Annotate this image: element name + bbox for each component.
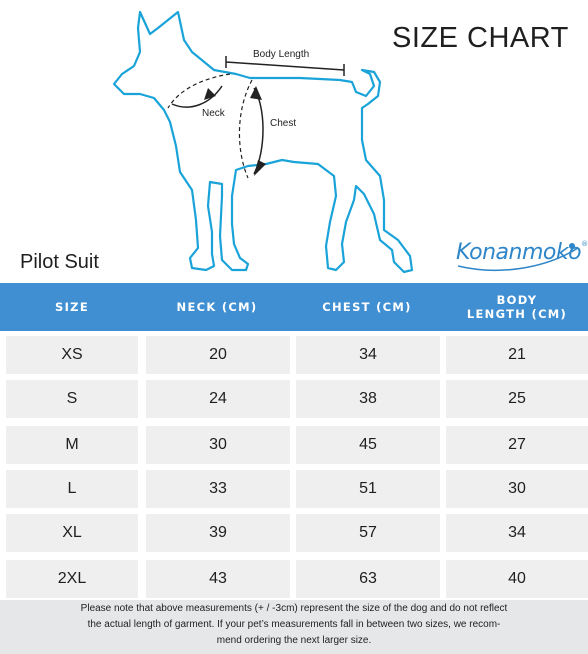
chest-label: Chest [270,118,297,129]
cell-chest: 45 [296,426,440,464]
table-header [0,283,588,331]
header-size: SIZE [55,300,89,314]
header-neck: NECK (CM) [176,300,258,314]
table-row [0,555,588,599]
note-line: mend ordering the next larger size. [216,635,372,646]
cell-size: XS [6,336,138,374]
chest-arrow-head-bottom [254,160,266,176]
neck-arrow [172,86,222,107]
cell-neck: 30 [146,426,290,464]
product-name: Pilot Suit [20,251,99,273]
cell-body-length: 40 [446,560,588,598]
cell-body-length: 30 [446,470,588,508]
page-title: SIZE CHART [392,22,569,54]
table-row [0,509,588,553]
cell-chest: 34 [296,336,440,374]
cell-chest: 63 [296,560,440,598]
cell-chest: 51 [296,470,440,508]
table-row [0,375,588,419]
neck-label: Neck [202,108,225,119]
header-chest: CHEST (CM) [322,300,412,314]
cell-chest: 38 [296,380,440,418]
note-line: Please note that above measurements (+ / -3cm) represent the size of the dog and do not reflect [80,603,508,614]
chest-arrow-head-top [250,86,262,100]
cell-size: M [6,426,138,464]
registered-mark: ® [581,240,588,248]
disclaimer-note [0,600,588,654]
table-row [0,421,588,465]
body-length-label: Body Length [253,49,310,60]
cell-body-length: 27 [446,426,588,464]
cell-neck: 20 [146,336,290,374]
note-line: the actual length of garment. If your pet’s measurements fall in between two sizes, we recom- [87,619,501,630]
cell-size: 2XL [6,560,138,598]
table-row [0,465,588,509]
neck-dashed-line [168,74,230,108]
cell-body-length: 34 [446,514,588,552]
table-row [0,331,588,375]
cell-size: L [6,470,138,508]
cell-body-length: 25 [446,380,588,418]
cell-chest: 57 [296,514,440,552]
cell-neck: 43 [146,560,290,598]
body-length-line [226,62,344,70]
brand-logo [456,240,588,265]
cell-neck: 33 [146,470,290,508]
chest-dashed-line [239,80,252,178]
brand-name: Konanmoko [456,240,582,265]
header-body-length: BODY LENGTH (CM) [466,293,568,321]
cell-neck: 39 [146,514,290,552]
cell-body-length: 21 [446,336,588,374]
cell-size: S [6,380,138,418]
cell-neck: 24 [146,380,290,418]
cell-size: XL [6,514,138,552]
